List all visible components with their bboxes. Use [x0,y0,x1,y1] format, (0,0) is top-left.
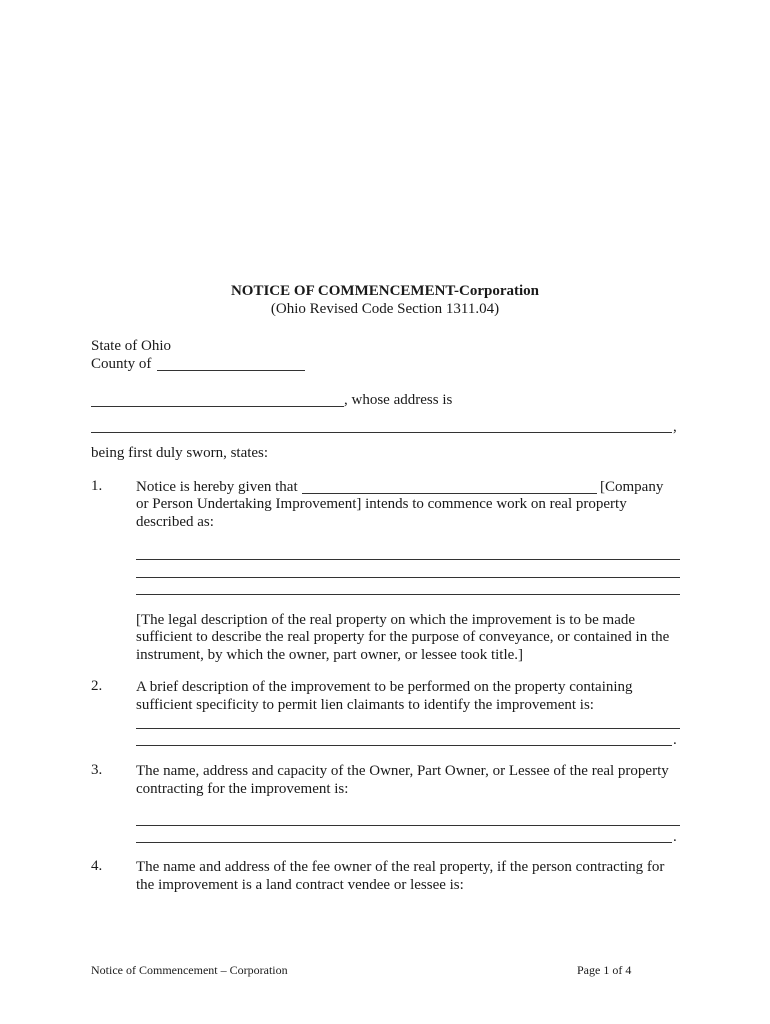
item-1-description-line-1 [136,559,680,560]
item-1-number: 1. [91,478,103,494]
item-3-line1: The name, address and capacity of the Owner, Part Owner, or Lessee of the real property [136,763,669,779]
address-comma: , [673,419,677,435]
item-1-description-line-2 [136,577,680,578]
item-2-blank-line-2 [136,745,672,746]
sworn-text: being first duly sworn, states: [91,445,269,461]
item-4-line1: The name and address of the fee owner of the real property, if the person contracting for [136,859,665,875]
document-title: NOTICE OF COMMENCEMENT-Corporation [230,283,540,299]
item-1-line3: described as: [136,514,214,530]
item-1-line2: or Person Undertaking Improvement] intends to commence work on real property [136,496,627,512]
name-blank-line [91,406,344,407]
item-2-number: 2. [91,678,103,694]
item-2-blank-line-1 [136,728,680,729]
item-1-company-blank [302,493,597,494]
item-3-line2: contracting for the improvement is: [136,781,349,797]
address-blank-line [91,432,672,433]
item-1-line1-start: Notice is hereby given that [136,479,298,495]
item-2-line1: A brief description of the improvement to be performed on the property containing [136,679,633,695]
footer-page-number: Page 1 of 4 [577,963,632,977]
item-3-blank-line-2 [136,842,672,843]
item-4-number: 4. [91,858,103,874]
item-1-note-line2: sufficient to describe the real property for the purpose of conveyance, or contained in the [136,629,670,645]
item-2-line2: sufficient specificity to permit lien claimants to identify the improvement is: [136,697,594,713]
item-1-description-line-3 [136,594,680,595]
item-3-period: . [673,829,677,845]
county-label: County of [91,356,152,372]
whose-address-text: , whose address is [344,392,453,408]
state-label: State of Ohio [91,338,171,354]
item-1-note-line1: [The legal description of the real property on which the improvement is to be made [136,612,636,628]
item-1-note-line3: instrument, by which the owner, part owner, or lessee took title.] [136,647,524,663]
document-subtitle: (Ohio Revised Code Section 1311.04) [270,301,500,317]
item-3-blank-line-1 [136,825,680,826]
item-3-number: 3. [91,762,103,778]
footer-document-name: Notice of Commencement – Corporation [91,963,288,977]
county-blank-line [157,370,305,371]
item-1-line1-end: [Company [600,479,664,495]
item-4-line2: the improvement is a land contract vendee or lessee is: [136,877,464,893]
item-2-period: . [673,732,677,748]
